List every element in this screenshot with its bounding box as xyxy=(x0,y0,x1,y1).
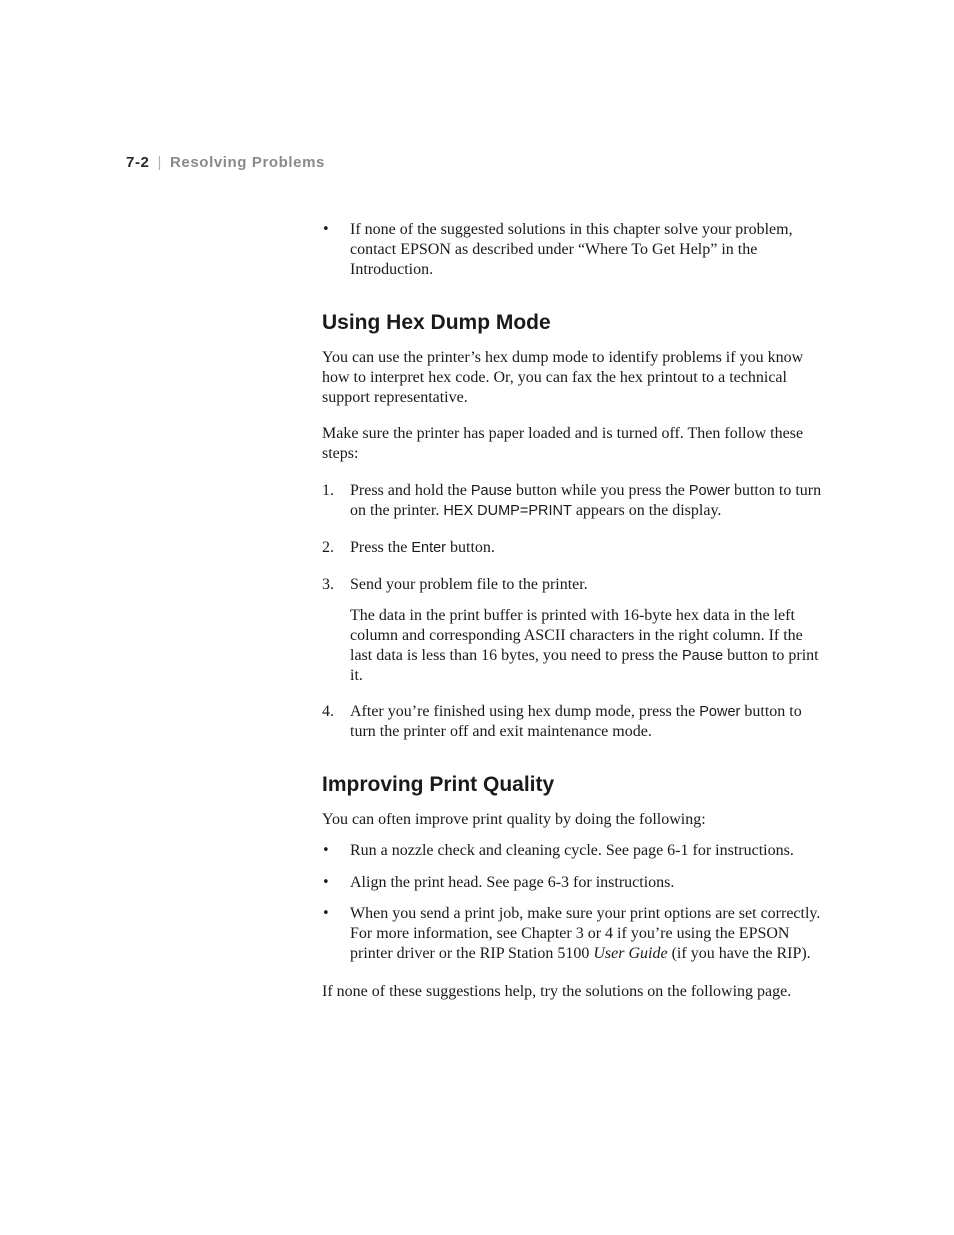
quality-bullet-3-text: When you send a print job, make sure your print options are set correctly. For more information, see Chapter 3 or 4 if you’re using the EPSON printer driver or the RIP Station 5100 User Guide (if you have the RIP). xyxy=(350,905,821,962)
header-separator: | xyxy=(157,154,162,171)
page-content xyxy=(322,220,828,1002)
power-button-label: Power xyxy=(688,483,730,499)
quality-bullet-1-text: Run a nozzle check and cleaning cycle. See page 6-1 for instructions. xyxy=(350,842,794,859)
bullet-marker: • xyxy=(322,843,330,858)
step-1-text: Press and hold the Pause button while you press the Power button to turn on the printer. HEX DUMP=PRINT appears on the display. xyxy=(350,482,822,519)
step-number: 2. xyxy=(322,539,334,556)
heading-hex-dump: Using Hex Dump Mode xyxy=(322,311,551,334)
intro-bullet-text: If none of the suggested solutions in this chapter solve your problem, contact EPSON as described under “Where To Get Help” in the Introduction. xyxy=(350,221,793,278)
quality-bullet-2 xyxy=(322,873,828,893)
quality-bullet-3 xyxy=(322,904,828,964)
quality-bullet-2-text: Align the print head. See page 6-3 for instructions. xyxy=(350,874,675,891)
pause-button-label: Pause xyxy=(681,648,724,664)
enter-button-label: Enter xyxy=(411,540,446,556)
quality-bullet-1 xyxy=(322,841,828,861)
step-3 xyxy=(322,575,828,595)
step-4-text: After you’re finished using hex dump mode, press the Power button to turn the printer off and exit maintenance mode. xyxy=(350,703,802,740)
print-quality-intro: You can often improve print quality by doing the following: xyxy=(322,811,706,828)
hex-dump-para2: Make sure the printer has paper loaded and is turned off. Then follow these steps: xyxy=(322,425,804,462)
print-quality-closing: If none of these suggestions help, try the solutions on the following page. xyxy=(322,983,792,1000)
step-number: 1. xyxy=(322,482,334,499)
step-number: 4. xyxy=(322,703,334,720)
hex-dump-para1: You can use the printer’s hex dump mode to identify problems if you know how to interpret hex code. Or, you can fax the hex printout to a technical support representative. xyxy=(322,349,804,406)
step-4 xyxy=(322,702,828,742)
user-guide-title: User Guide xyxy=(593,945,668,962)
display-message: HEX DUMP=PRINT xyxy=(443,503,572,519)
heading-print-quality: Improving Print Quality xyxy=(322,773,555,796)
step-2-text: Press the Enter button. xyxy=(350,539,495,556)
pause-button-label: Pause xyxy=(470,483,512,499)
power-button-label: Power xyxy=(699,704,741,720)
step-3-text: Send your problem file to the printer. xyxy=(350,576,588,593)
bullet-marker: • xyxy=(322,906,330,921)
running-header xyxy=(126,154,325,171)
step-number: 3. xyxy=(322,576,334,593)
section-title: Resolving Problems xyxy=(169,154,325,171)
intro-bullet-item xyxy=(322,220,828,280)
bullet-marker: • xyxy=(322,222,330,237)
bullet-marker: • xyxy=(322,875,330,890)
page-number: 7-2 xyxy=(126,154,150,171)
step-1 xyxy=(322,481,828,521)
step-2 xyxy=(322,538,828,558)
step-3-note: The data in the print buffer is printed with 16-byte hex data in the left column and corresponding ASCII characters in the right column. If the last data is less than 16 bytes, you need to press the Pause button to print it. xyxy=(350,607,819,684)
